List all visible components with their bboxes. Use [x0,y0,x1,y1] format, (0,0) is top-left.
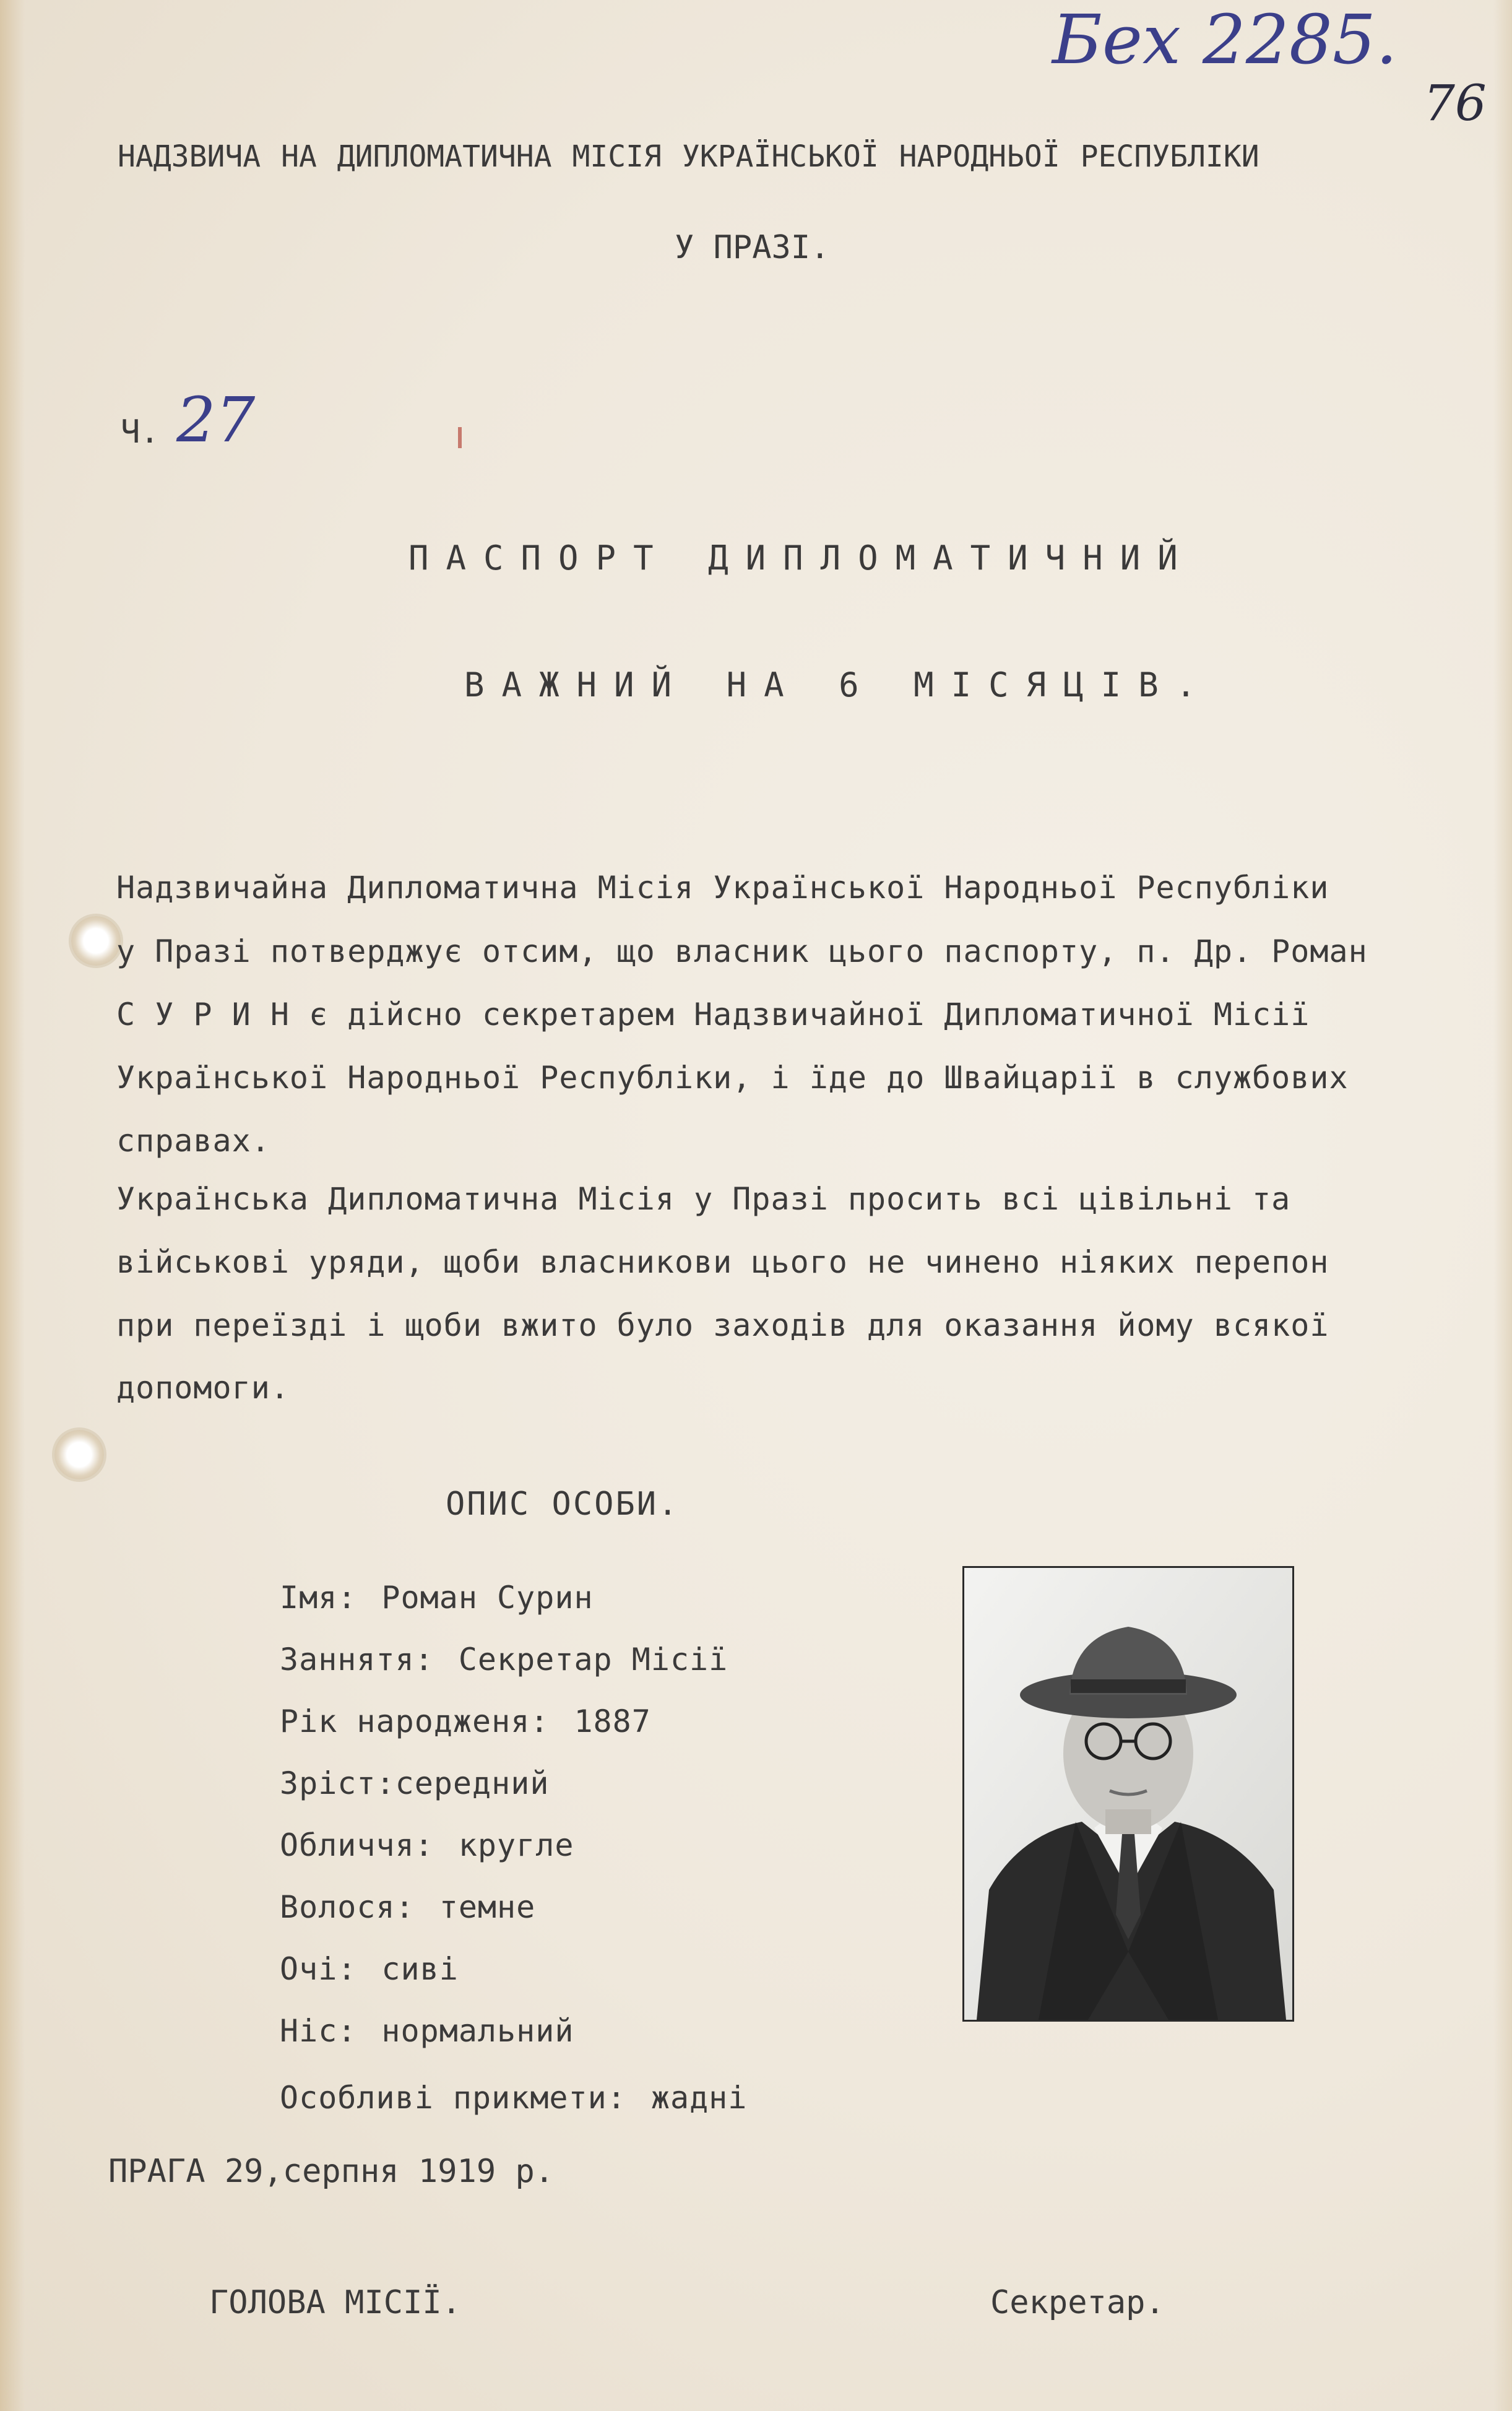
description-label: Обличчя: [280,1827,434,1863]
description-row-nose [280,2013,574,2049]
document-validity: ВАЖНИЙ НА 6 МІСЯЦІВ. [464,665,1214,704]
description-label: Волося: [280,1889,415,1925]
description-value: кругле [458,1827,574,1863]
signature-head-of-mission: ГОЛОВА МІСІЇ. [209,2284,461,2321]
description-row-hair [280,1889,535,1925]
description-value: нормальний [381,2013,574,2049]
description-value: жадні [650,2080,748,2116]
document-number: 27 [176,384,256,456]
description-value: Секретар Місії [458,1642,728,1677]
description-heading: ОПИС ОСОБИ. [446,1486,680,1523]
description-row-birth-year [280,1703,651,1739]
header-title: НАДЗВИЧА НА ДИПЛОМАТИЧНА МІСІЯ УКРАЇНСЬКОЇ НАРОДНЬОЇ РЕСПУБЛІКИ [118,139,1259,174]
header-city: У ПРАЗІ. [675,229,830,266]
description-row-occupation [280,1642,728,1677]
body-line: С У Р И Н є дійсно секретарем Надзвичайної Дипломатичної Місії [116,997,1310,1032]
description-row-marks [280,2080,747,2116]
description-row-face [280,1827,574,1863]
description-value: сиві [381,1951,459,1987]
description-label: Заннятя: [280,1642,434,1677]
body-line: Надзвичайна Дипломатична Місія Української Народньої Республіки [116,870,1329,906]
description-label: Зріст: [280,1765,395,1801]
place-and-date: ПРАГА 29,серпня 1919 р. [108,2153,555,2190]
punch-hole [71,916,121,966]
description-label: Особливі прикмети: [280,2080,626,2116]
passport-photo [962,1566,1294,2022]
document-title: ПАСПОРТ ДИПЛОМАТИЧНИЙ [408,539,1195,578]
body-line: справах. [116,1123,270,1159]
archive-number: Бех 2285. [1052,0,1398,79]
body-line: Української Народньої Республіки, і їде до Швайцарії в службових [116,1060,1349,1096]
document-number-label: Ч. [121,413,160,451]
description-row-eyes [280,1951,459,1987]
description-label: Імя: [280,1580,357,1616]
body-line: у Празі потверджує отсим, що власник цього паспорту, п. Др. Роман [116,933,1368,969]
description-label: Рік народженя: [280,1703,550,1739]
red-ink-mark [458,427,462,448]
description-row-name [280,1580,594,1616]
signature-secretary: Секретар. [990,2284,1165,2321]
description-value: темне [439,1889,536,1925]
page-edge-left [0,0,25,2411]
description-value: Роман Сурин [381,1580,594,1616]
description-value: 1887 [574,1703,651,1739]
body-line: Українська Дипломатична Місія у Празі просить всі цівільні та [116,1181,1291,1217]
portrait-image [964,1568,1292,2020]
description-value: середний [395,1765,550,1801]
page-edge-right [1493,0,1512,2411]
description-row-height [280,1765,549,1801]
description-label: Ніс: [280,2013,357,2049]
body-line: при переїзді і щоби вжито було заходів для оказання йому всякої [116,1307,1329,1343]
description-label: Очі: [280,1951,357,1987]
punch-hole [54,1430,104,1479]
body-line: військові уряди, щоби власникови цього не чинено ніяких перепон [116,1244,1329,1280]
body-line: допомоги. [116,1370,290,1406]
page-number: 76 [1423,74,1487,132]
